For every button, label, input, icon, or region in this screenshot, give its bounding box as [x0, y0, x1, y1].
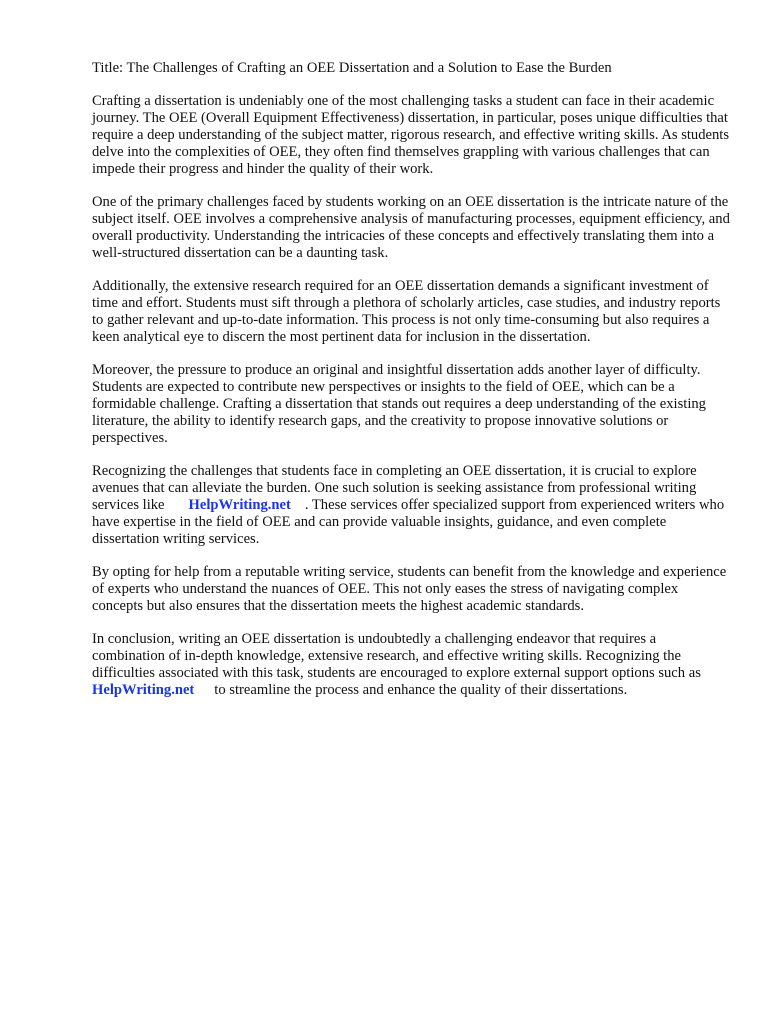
paragraph-1: Crafting a dissertation is undeniably one of the most challenging tasks a student can face in their academic journey. The OEE (Overall Equipment Effectiveness) dissertation, in particular, poses unique difficulties that require a deep understanding of the subject matter, rigorous research, and effective writing skills. As students delve into the complexities of OEE, they often find themselves grappling with various challenges that can impede their progress and hinder the quality of their work. — [92, 93, 730, 177]
paragraph-5-text-before: Recognizing the challenges that students face in completing an OEE dissertation, it is crucial to explore avenues that can alleviate the burden. One such solution is seeking assistance from professional writing services like — [92, 463, 697, 513]
paragraph-6: By opting for help from a reputable writing service, students can benefit from the knowledge and experience of experts who understand the nuances of OEE. This not only eases the stress of navigating complex concepts but also ensures that the dissertation meets the highest academic standards. — [92, 564, 727, 614]
paragraph-2: One of the primary challenges faced by students working on an OEE dissertation is the intricate nature of the subject itself. OEE involves a comprehensive analysis of manufacturing processes, equipment efficiency, and overall productivity. Understanding the intricacies of these concepts and effectively translating them into a well-structured dissertation can be a daunting task. — [92, 194, 730, 261]
document-title: Title: The Challenges of Crafting an OEE Dissertation and a Solution to Ease the Burden — [92, 60, 612, 76]
paragraph-4: Moreover, the pressure to produce an original and insightful dissertation adds another layer of difficulty. Students are expected to contribute new perspectives or insights to the field of OEE, which can be a formidable challenge. Crafting a dissertation that stands out requires a deep understanding of the existing literature, the ability to identify research gaps, and the creativity to propose innovative solutions or perspectives. — [92, 362, 706, 446]
helpwriting-link-2[interactable]: HelpWriting.net — [92, 682, 195, 698]
paragraph-5-text-after: . These services offer specialized support from experienced writers who have expertise in the field of OEE and can provide valuable insights, guidance, and even complete dissertation writing services. — [92, 497, 725, 547]
document-body — [92, 60, 732, 715]
paragraph-7 — [92, 631, 732, 699]
paragraph-7-text-before: In conclusion, writing an OEE dissertation is undoubtedly a challenging endeavor that requires a combination of in-depth knowledge, extensive research, and effective writing skills. Recognizing the difficulties associated with this task, students are encouraged to explore external support options such as — [92, 631, 701, 681]
paragraph-7-text-after: to streamline the process and enhance the quality of their dissertations. — [214, 682, 628, 698]
helpwriting-link-1[interactable]: HelpWriting.net — [188, 497, 291, 513]
paragraph-3: Additionally, the extensive research required for an OEE dissertation demands a significant investment of time and effort. Students must sift through a plethora of scholarly articles, case studies, and industry reports to gather relevant and up-to-date information. This process is not only time-consuming but also requires a keen analytical eye to discern the most pertinent data for inclusion in the dissertation. — [92, 278, 721, 345]
paragraph-5 — [92, 463, 732, 548]
